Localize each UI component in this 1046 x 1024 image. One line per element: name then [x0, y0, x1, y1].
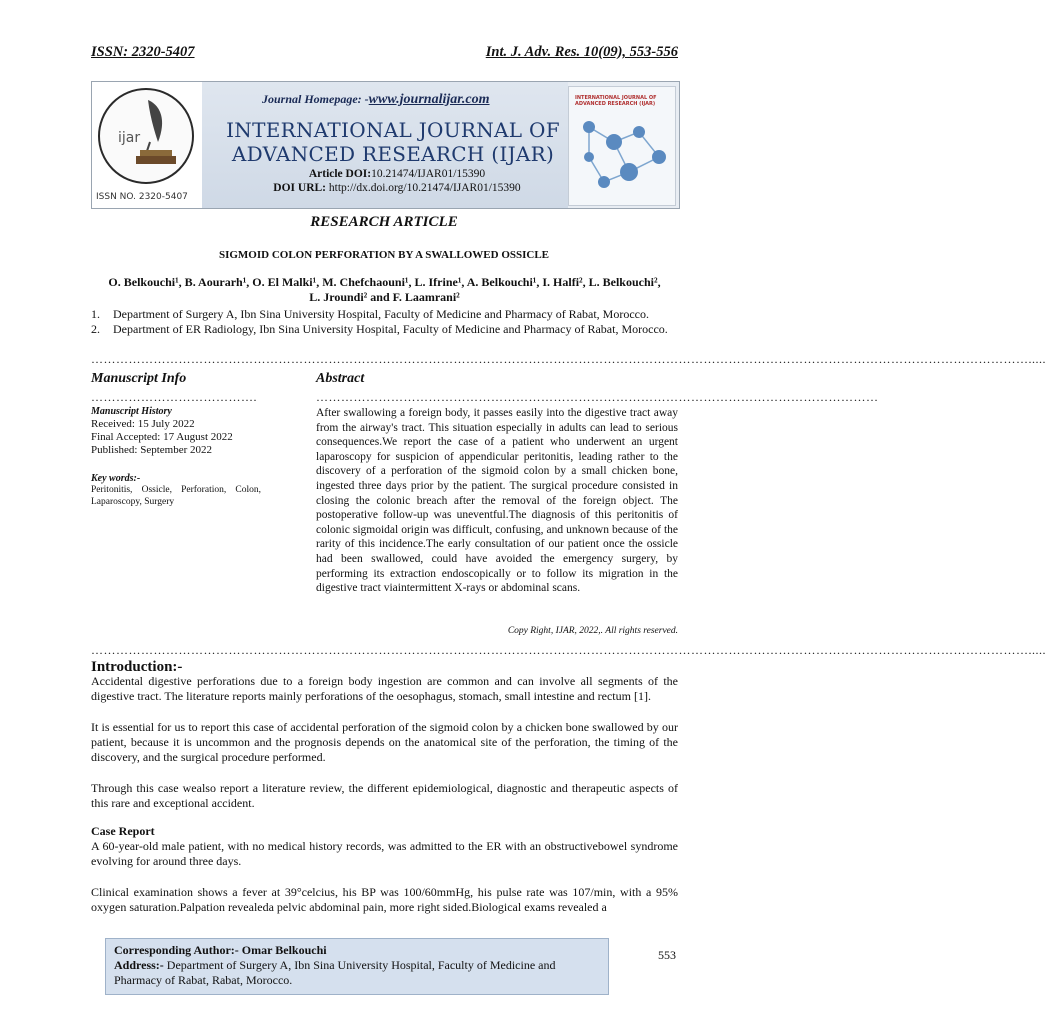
- molecule-icon: [569, 87, 675, 205]
- corresponding-author-box: [105, 938, 609, 995]
- journal-banner: [91, 81, 680, 209]
- address-label: Address:-: [114, 958, 164, 972]
- authors: [91, 275, 678, 305]
- logo-text: ijar: [118, 130, 141, 146]
- doi-url-label: DOI URL:: [273, 182, 327, 194]
- copyright-notice: Copy Right, IJAR, 2022,. All rights reserved.: [507, 626, 678, 636]
- journal-logo: [92, 82, 202, 208]
- published-date: Published: September 2022: [91, 444, 212, 456]
- doi-block: [212, 167, 582, 195]
- affiliation-number: 1.: [91, 307, 100, 321]
- address-text: Department of Surgery A, Ibn Sina University Hospital, Faculty of Medicine and Pharmacy of Rabat, Rabat, Morocco.: [114, 958, 556, 987]
- abstract-dots: ………………………………………………………………………………………………………………………: [316, 390, 879, 404]
- manuscript-info-heading: Manuscript Info: [91, 371, 187, 386]
- case-report-heading: Case Report: [91, 824, 155, 838]
- authors-line1: O. Belkouchi¹, B. Aourarh¹, O. El Malki¹, M. Chefchaouni¹, L. Ifrine¹, A. Belkouchi¹, I. Halfi², L. Belkouchi²,: [108, 275, 661, 289]
- history-label: Manuscript History: [91, 406, 172, 417]
- keywords-label: Key words:-: [91, 473, 141, 484]
- keywords-list: Peritonitis, Ossicle, Perforation, Colon, Laparoscopy, Surgery: [91, 485, 261, 507]
- article-doi: 10.21474/IJAR01/15390: [371, 168, 486, 180]
- journal-title-line1: INTERNATIONAL JOURNAL OF: [226, 118, 560, 142]
- case-paragraph-1: A 60-year-old male patient, with no medical history records, was admitted to the ER with an obstructivebowel syndrome evolving for around three days.: [91, 839, 678, 868]
- journal-title-line2: ADVANCED RESEARCH (IJAR): [231, 142, 555, 166]
- citation-header: Int. J. Adv. Res. 10(09), 553-556: [485, 44, 678, 60]
- intro-paragraph-1: Accidental digestive perforations due to a foreign body ingestion are common and can involve all segments of the digestive tract. The literature reports mainly perforations of the oesophagus, stomach, small intestine and rectum [1].: [91, 674, 678, 703]
- cover-title: INTERNATIONAL JOURNAL OF ADVANCED RESEARCH (IJAR): [575, 95, 657, 107]
- introduction-heading: Introduction:-: [91, 659, 183, 675]
- homepage-link[interactable]: www.journalijar.com: [368, 92, 490, 107]
- manuscript-info-dots: ………………………………….: [91, 390, 257, 404]
- abstract-heading: Abstract: [316, 371, 365, 386]
- affiliation-2: [91, 322, 678, 352]
- corresponding-author: Corresponding Author:- Omar Belkouchi: [114, 943, 327, 957]
- intro-paragraph-2: It is essential for us to report this case of accidental perforation of the sigmoid colon by a chicken bone swallowed by our patient, because it is uncommon and the prognosis depends on the anatomical site of the perforation, the timing of the discovery, and the surgical procedure performed.: [91, 720, 678, 764]
- divider-dots-bottom: ……………………………………………………………………………………………………………………………………………………………………………………………………….....: [91, 643, 1046, 657]
- journal-cover-image: [568, 86, 676, 206]
- divider-dots-top: ……………………………………………………………………………………………………………………………………………………………………………………………………….....: [91, 352, 1046, 366]
- authors-line2: L. Jroundi² and F. Laamrani²: [309, 290, 460, 304]
- page-number: 553: [658, 948, 676, 962]
- issn-header: ISSN: 2320-5407: [91, 44, 195, 60]
- logo-circle: [98, 88, 194, 184]
- manuscript-history: [91, 406, 291, 457]
- affiliation-text: Department of ER Radiology, Ibn Sina University Hospital, Faculty of Medicine and Pharmacy of Rabat, Morocco.: [113, 322, 668, 336]
- paper-title: SIGMOID COLON PERFORATION BY A SWALLOWED OSSICLE: [218, 249, 550, 261]
- affiliation-number: 2.: [91, 322, 100, 336]
- abstract-text: After swallowing a foreign body, it passes easily into the digestive tract away from the airway's tract. This situation especially in adults can lead to serious consequences.We report the case of a patient who underwent an urgent laparoscopy for suspicion of appendicular peritonitis, leading rather to the discovery of a perforation of the sigmoid colon by a small chicken bone, ingested three days prior by the patient. The surgical procedure consisted in closing the colonic breach after the removal of the foreign object. The postoperative follow-up was uneventful.The diagnosis of this peritonitis of colonic sigmoidal origin was difficult, confusing, and unknown because of the rarity of this incidence.The early consultation of our patient once the ossicle had been swallowed, could have avoided the emergency surgery, by performing its extraction endoscopically or to follow its migration in the digestive tract viaintermittent X-rays or abdominal scans.: [316, 407, 678, 595]
- journal-homepage: [262, 92, 490, 108]
- doi-url-link[interactable]: http://dx.doi.org/10.21474/IJAR01/15390: [328, 182, 521, 194]
- affiliation-1: [91, 307, 678, 322]
- logo-issn: ISSN NO. 2320-5407: [96, 192, 188, 202]
- keywords-block: [91, 473, 261, 508]
- accepted-date: Final Accepted: 17 August 2022: [91, 431, 233, 443]
- case-paragraph-2: Clinical examination shows a fever at 39°celcius, his BP was 100/60mmHg, his pulse rate was 107/min, with a 95% oxygen saturation.Palpation revealeda pelvic abdominal pain, more right sided.Biological exams revealed a: [91, 885, 678, 914]
- section-title: RESEARCH ARTICLE: [310, 214, 458, 230]
- received-date: Received: 15 July 2022: [91, 418, 195, 430]
- article-doi-label: Article DOI:: [308, 168, 372, 180]
- intro-paragraph-3: Through this case wealso report a literature review, the different epidemiological, diagnostic and therapeutic aspects of this rare and exceptional accident.: [91, 781, 678, 810]
- affiliation-text: Department of Surgery A, Ibn Sina University Hospital, Faculty of Medicine and Pharmacy of Rabat, Morocco.: [113, 307, 649, 321]
- journal-title: [218, 118, 568, 166]
- homepage-label: Journal Homepage: -: [262, 92, 369, 106]
